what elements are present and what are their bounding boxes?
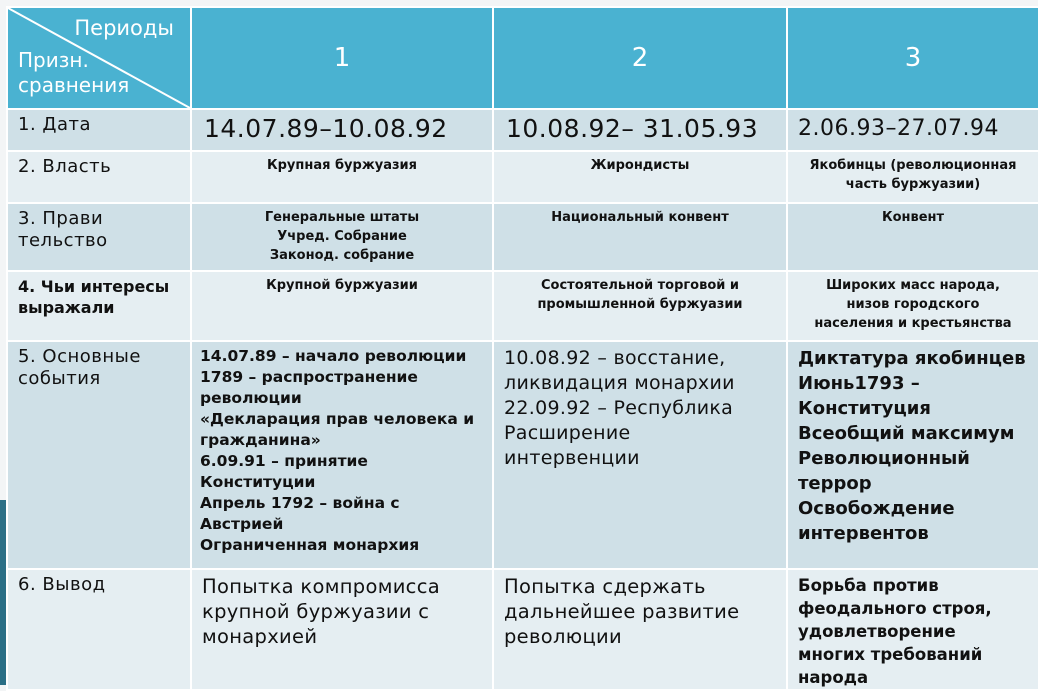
row-label-line: 6. Вывод [18, 574, 106, 595]
table-cell [787, 151, 1038, 203]
table-cell [493, 341, 787, 569]
row-label-line: 4. Чьи интересы [18, 277, 170, 296]
cell-line: 10.08.92– 31.05.93 [506, 114, 759, 143]
table-row-date [7, 109, 1038, 151]
cell-line: монархией [202, 625, 318, 648]
row-label [7, 203, 191, 271]
cell-line: 22.09.92 – Республика [504, 397, 734, 419]
cell-line: интервентов [798, 523, 929, 544]
table-cell [787, 203, 1038, 271]
row-label [7, 271, 191, 341]
cell-line: Конвент [881, 210, 945, 225]
cell-line: Генеральные штаты [264, 210, 420, 225]
row-label-line: события [18, 368, 101, 389]
row-label [7, 341, 191, 569]
cell-line: Широких масс народа, [826, 278, 1000, 293]
criteria-label-line: Призн. [18, 48, 89, 72]
cell-line: Попытка компромисса [202, 575, 440, 598]
row-label-line: выражали [18, 298, 115, 317]
table-cell [787, 341, 1038, 569]
cell-line: Ограниченная монархия [200, 536, 420, 554]
table-cell [191, 151, 493, 203]
cell-line: революции [200, 389, 302, 407]
header-period-1: 1 [191, 7, 493, 109]
header-period-2: 2 [493, 7, 787, 109]
cell-line: промышленной буржуазии [537, 297, 743, 312]
table-cell [191, 341, 493, 569]
row-label-line: 3. Прави [18, 208, 104, 229]
cell-line: многих требований [798, 645, 983, 664]
cell-line: Крупной буржуазии [266, 278, 418, 293]
cell-line: Австрией [200, 515, 284, 533]
cell-line: Революционный [798, 448, 970, 469]
cell-line: феодального строя, [798, 599, 992, 618]
header-period-3: 3 [787, 7, 1038, 109]
periods-label: Периоды [74, 16, 174, 40]
cell-line: населения и крестьянства [814, 316, 1012, 331]
cell-line: низов городского [846, 297, 980, 312]
row-label [7, 109, 191, 151]
cell-line: Апрель 1792 – война с [200, 494, 400, 512]
cell-line: революции [504, 625, 622, 648]
cell-line: Всеобщий максимум [798, 423, 1015, 444]
row-label [7, 569, 191, 690]
table-row-conclusion [7, 569, 1038, 690]
table-cell [191, 109, 493, 151]
row-label-line: 2. Власть [18, 156, 112, 177]
cell-line: 14.07.89–10.08.92 [204, 114, 448, 143]
table-header-row [7, 7, 1038, 109]
cell-line: Крупная буржуазия [266, 158, 418, 173]
table-cell [787, 271, 1038, 341]
table-cell [191, 569, 493, 690]
cell-line: 14.07.89 – начало революции [200, 347, 467, 365]
row-label-line: 5. Основные [18, 346, 141, 367]
cell-line: дальнейшее развитие [504, 600, 740, 623]
row-label [7, 151, 191, 203]
cell-line: Июнь1793 – [798, 373, 920, 394]
header-corner-cell [7, 7, 191, 109]
cell-line: «Декларация прав человека и [200, 410, 475, 428]
cell-line: Национальный конвент [551, 210, 729, 225]
cell-line: Жирондисты [590, 158, 690, 173]
table-cell [493, 271, 787, 341]
cell-line: Диктатура якобинцев [798, 348, 1026, 369]
table-cell [493, 151, 787, 203]
cell-line: народа [798, 668, 869, 687]
cell-line: Борьба против [798, 576, 939, 595]
cell-line: Конституция [798, 398, 931, 419]
cell-line: 1789 – распространение [200, 368, 418, 386]
table-cell [787, 109, 1038, 151]
cell-line: крупной буржуазии с [202, 600, 430, 623]
cell-line: 6.09.91 – принятие [200, 452, 368, 470]
criteria-label-line: сравнения [18, 73, 130, 97]
table-cell [493, 569, 787, 690]
table-cell [191, 271, 493, 341]
cell-line: террор [798, 473, 872, 494]
row-label-line: тельство [18, 230, 108, 251]
table-row-events [7, 341, 1038, 569]
cell-line: гражданина» [200, 431, 321, 449]
table-cell [493, 109, 787, 151]
cell-line: Расширение [504, 422, 631, 444]
cell-line: часть буржуазии) [845, 177, 981, 192]
comparison-table [6, 6, 1038, 691]
table-row-power [7, 151, 1038, 203]
criteria-label [18, 48, 129, 98]
cell-line: Учред. Собрание [277, 229, 407, 244]
cell-line: Конституции [200, 473, 316, 491]
cell-line: Якобинцы (революционная [809, 158, 1017, 173]
table-row-government [7, 203, 1038, 271]
cell-line: Освобождение [798, 498, 955, 519]
cell-line: Состоятельной торговой и [540, 278, 740, 293]
row-label-line: 1. Дата [18, 114, 92, 135]
table-cell [191, 203, 493, 271]
cell-line: удовлетворение [798, 622, 956, 641]
cell-line: 2.06.93–27.07.94 [798, 116, 999, 141]
cell-line: ликвидация монархии [504, 372, 735, 394]
cell-line: 10.08.92 – восстание, [504, 347, 726, 369]
table-cell [493, 203, 787, 271]
table-cell [787, 569, 1038, 690]
cell-line: Законод. собрание [269, 248, 415, 263]
table-row-interests [7, 271, 1038, 341]
cell-line: интервенции [504, 447, 640, 469]
cell-line: Попытка сдержать [504, 575, 706, 598]
